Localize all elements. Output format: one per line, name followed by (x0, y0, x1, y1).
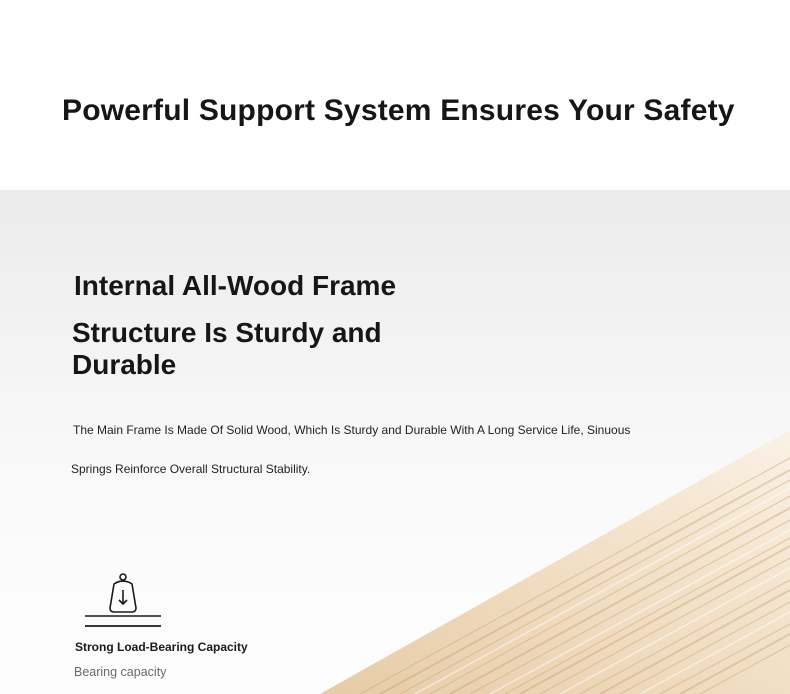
feature-title-continued: Structure Is Sturdy and Durable (72, 317, 382, 380)
feature-sublabel: Bearing capacity (74, 665, 167, 679)
page-title: Powerful Support System Ensures Your Safety (62, 94, 735, 127)
feature-title: Internal All-Wood Frame (74, 270, 397, 301)
feature-section (0, 190, 790, 694)
feature-label: Strong Load-Bearing Capacity (75, 640, 248, 654)
feature-description-line1: The Main Frame Is Made Of Solid Wood, Which Is Sturdy and Durable With A Long Service Life, Sinuous (73, 423, 631, 437)
feature-description-line2: Springs Reinforce Overall Structural Stability. (71, 462, 311, 476)
weight-load-icon (84, 572, 162, 630)
header-banner (0, 0, 790, 190)
